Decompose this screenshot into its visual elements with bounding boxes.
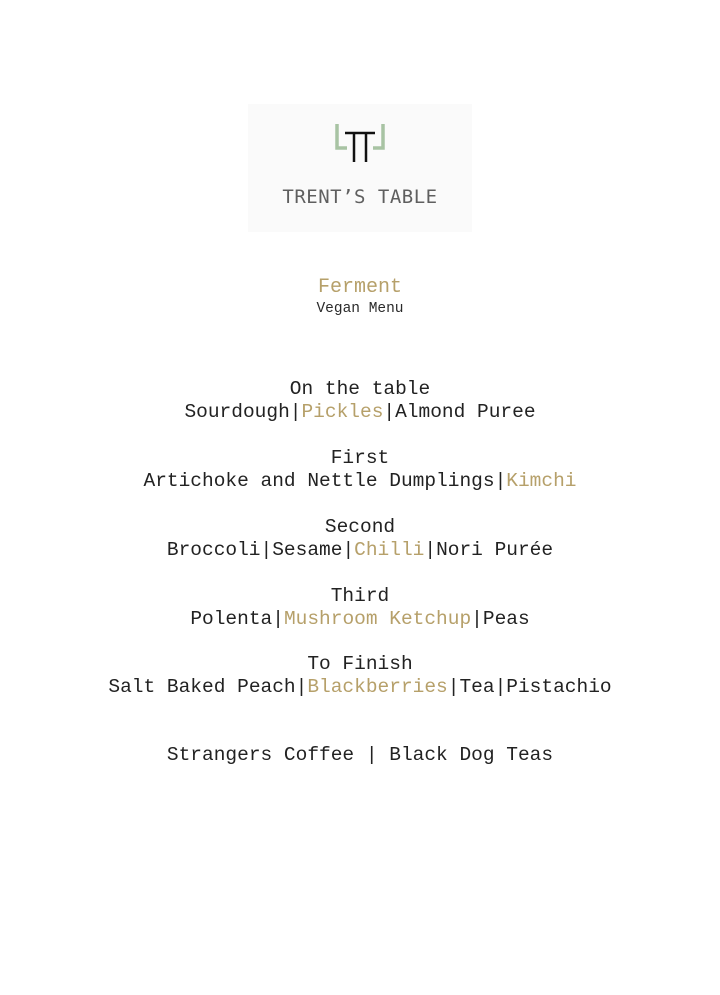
item-separator: | [342,539,355,561]
course-heading: Third [330,585,390,607]
course-items [0,470,720,492]
logo [248,104,472,232]
menu-item: Sourdough [184,401,290,423]
menu-item: Pistachio [506,676,612,698]
menu-item: Nori Purée [436,539,554,561]
course-heading: To Finish [307,653,413,675]
menu-item: Tea [459,676,495,698]
item-separator: | [424,539,437,561]
menu-item: Sesame [272,539,343,561]
menu-item-highlight: Mushroom Ketchup [283,608,472,630]
menu-title: Ferment [317,276,402,299]
brand-name: TRENT’S TABLE [282,186,438,208]
menu-item-highlight: Blackberries [307,676,448,698]
footer-suppliers: Strangers Coffee | Black Dog Teas [166,744,554,766]
tt-monogram-icon [334,122,386,171]
menu-item-highlight: Pickles [301,401,384,423]
item-separator: | [494,470,507,492]
menu-item: Polenta [190,608,273,630]
menu-item: Broccoli [166,539,261,561]
menu-subtitle: Vegan Menu [316,301,404,317]
course-heading: First [330,447,390,469]
course-items [0,608,720,630]
course-items [0,676,720,698]
menu-item-highlight: Kimchi [506,470,577,492]
menu-item-highlight: Chilli [354,539,425,561]
item-separator: | [471,608,483,630]
menu-item: Artichoke and Nettle Dumplings [143,470,495,492]
item-separator: | [494,676,507,698]
item-separator: | [289,401,302,423]
item-separator: | [447,676,460,698]
menu-item: Salt Baked Peach [108,676,296,698]
menu-item: Peas [482,608,530,630]
item-separator: | [260,539,273,561]
menu-item: Almond Puree [395,401,536,423]
course-items [0,539,720,561]
item-separator: | [295,676,308,698]
item-separator: | [272,608,284,630]
course-heading: Second [324,516,396,538]
item-separator: | [383,401,396,423]
course-heading: On the table [289,378,431,400]
course-items [0,401,720,423]
